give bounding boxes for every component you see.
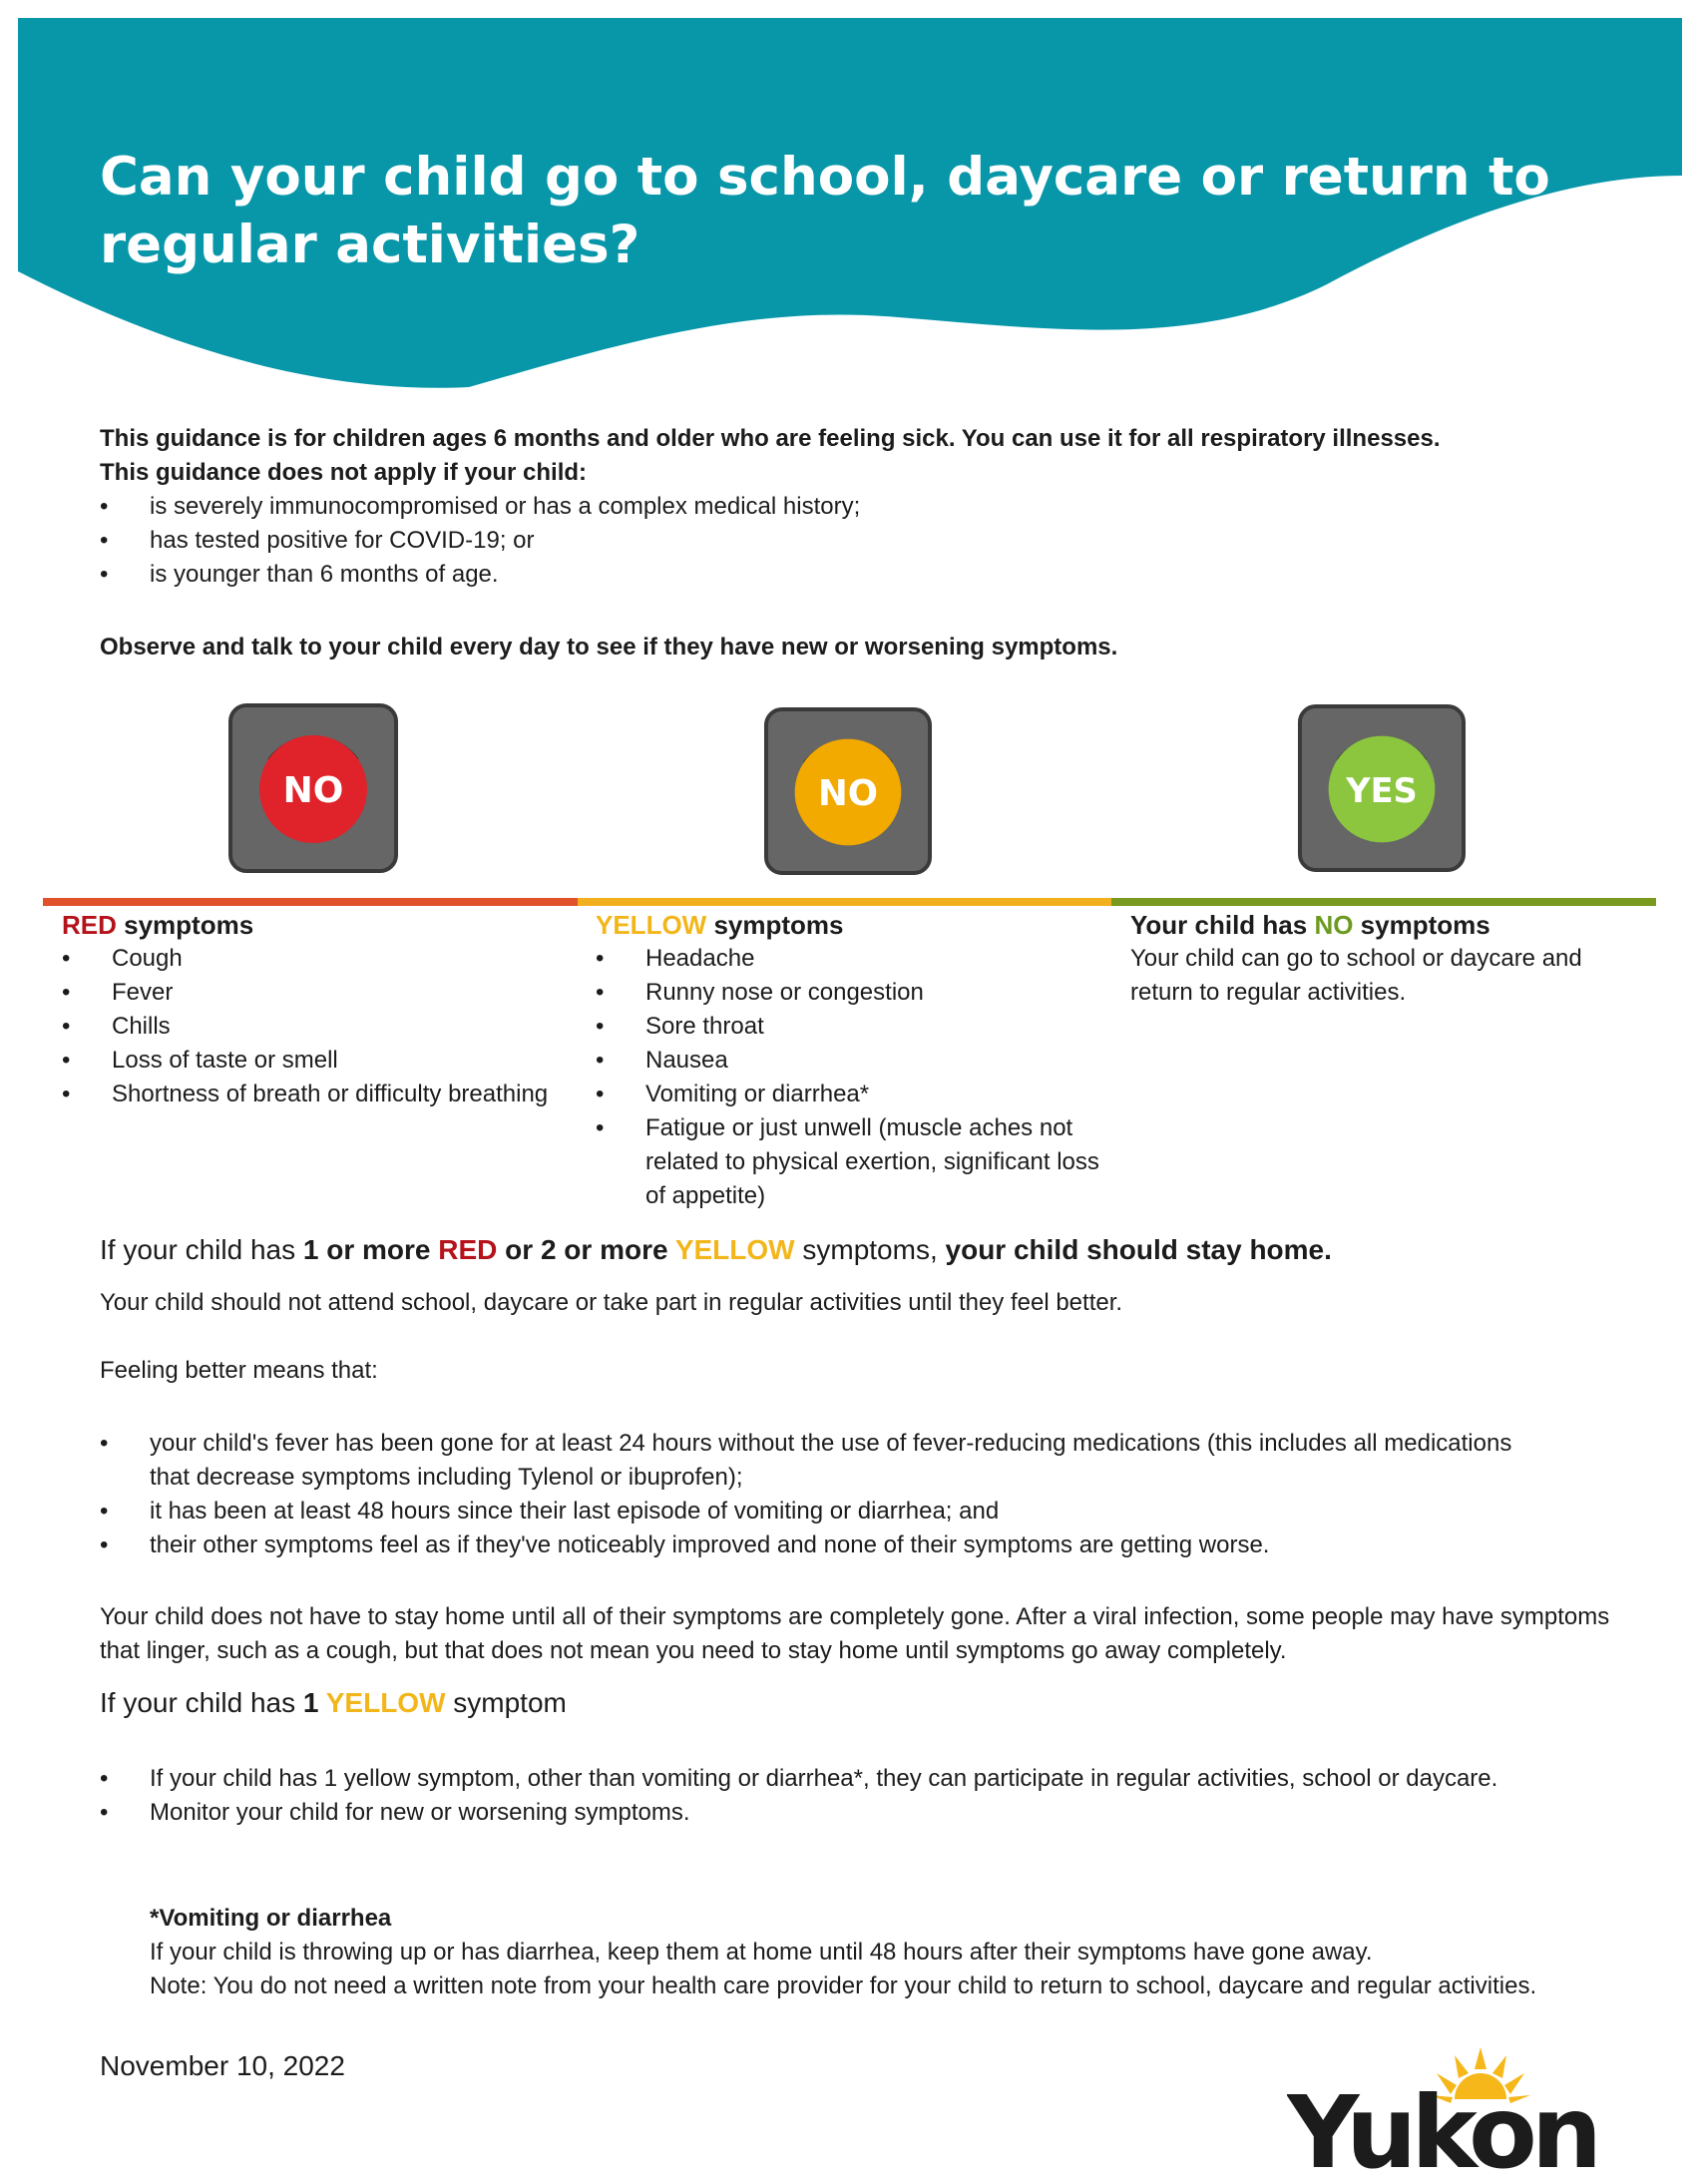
yukon-wordmark: Yukon	[1287, 2074, 1597, 2175]
red-symptoms-heading: RED symptoms	[62, 910, 254, 940]
page-title: Can your child go to school, daycare or return to regular activities?	[100, 147, 1550, 275]
list-item: • Fatigue or just unwell (muscle aches not related to physical exertion, significant loss of appetite)	[596, 1111, 1104, 1213]
footnote	[150, 1902, 1576, 2003]
feeling-better-list	[100, 1427, 1536, 1562]
list-item: • it has been at least 48 hours since their last episode of vomiting or diarrhea; and	[100, 1495, 1536, 1529]
footnote-line: If your child is throwing up or has diarrhea, keep them at home until 48 hours after their symptoms have gone away.	[150, 1939, 1373, 1966]
yellow-column-rule	[578, 898, 1111, 906]
publication-date: November 10, 2022	[100, 2050, 345, 2081]
signal-label: NO	[817, 772, 879, 814]
observe-instruction: Observe and talk to your child every day to see if they have new or worsening symptoms.	[100, 634, 1118, 660]
yukon-logo	[1287, 2045, 1616, 2175]
list-item: • Monitor your child for new or worsening symptoms.	[100, 1796, 1556, 1830]
list-item: • Fever	[62, 976, 561, 1010]
one-yellow-list	[100, 1762, 1556, 1830]
list-item: • is severely immunocompromised or has a complex medical history;	[100, 490, 1616, 524]
footnote-title: *Vomiting or diarrhea	[150, 1905, 392, 1932]
stay-home-callout: If your child has 1 or more RED or 2 or more YELLOW symptoms, your child should stay home.	[100, 1234, 1332, 1265]
stay-home-line: Your child should not attend school, daycare or take part in regular activities until they feel better.	[100, 1289, 1123, 1316]
red-no-signal-icon	[227, 702, 399, 874]
list-item: • has tested positive for COVID-19; or	[100, 524, 1616, 558]
list-item: • Loss of taste or smell	[62, 1044, 561, 1078]
list-item: • Runny nose or congestion	[596, 976, 1104, 1010]
list-item: • Nausea	[596, 1044, 1104, 1078]
list-item: • their other symptoms feel as if they've noticeably improved and none of their symptoms are getting worse.	[100, 1529, 1536, 1562]
signal-label: YES	[1346, 770, 1418, 810]
list-item: • Cough	[62, 942, 561, 976]
intro-exclusion-heading: This guidance does not apply if your child:	[100, 459, 588, 486]
linger-paragraph: Your child does not have to stay home until all of their symptoms are completely gone. After a viral infection, some people may have symptoms that linger, such as a cough, but that does not mean you need to stay home until symptoms go away completely.	[100, 1603, 1610, 1664]
yellow-symptoms-list	[596, 942, 1104, 1213]
no-symptoms-heading: Your child has NO symptoms	[1130, 910, 1490, 940]
green-column-rule	[1111, 898, 1656, 906]
list-item: • Headache	[596, 942, 1104, 976]
list-item: • is younger than 6 months of age.	[100, 558, 1616, 592]
exclusion-list	[100, 490, 1616, 592]
list-item: • Chills	[62, 1010, 561, 1044]
red-symptoms-column	[62, 908, 561, 1111]
green-yes-signal-icon	[1297, 703, 1467, 873]
footnote-note: Note: You do not need a written note from your health care provider for your child to return to school, daycare and regular activities.	[150, 1972, 1537, 1999]
no-symptoms-column	[1130, 908, 1649, 1010]
red-symptoms-list	[62, 942, 561, 1111]
list-item: • Shortness of breath or difficulty breathing	[62, 1078, 561, 1111]
list-item: • If your child has 1 yellow symptom, other than vomiting or diarrhea*, they can participate in regular activities, school or daycare.	[100, 1762, 1556, 1796]
list-item: • Vomiting or diarrhea*	[596, 1078, 1104, 1111]
no-symptoms-text: Your child can go to school or daycare and return to regular activities.	[1130, 945, 1582, 1006]
red-column-rule	[43, 898, 578, 906]
list-item: • your child's fever has been gone for at least 24 hours without the use of fever-reducing medications (this includes all medications that decrease symptoms including Tylenol or ibuprofen);	[100, 1427, 1536, 1495]
signal-label: NO	[282, 770, 344, 811]
yellow-symptoms-column	[596, 908, 1104, 1213]
yellow-symptoms-heading: YELLOW symptoms	[596, 910, 844, 940]
list-item: • Sore throat	[596, 1010, 1104, 1044]
intro-line: This guidance is for children ages 6 months and older who are feeling sick. You can use it for all respiratory illnesses.	[100, 425, 1441, 452]
intro-section	[100, 422, 1616, 592]
feeling-better-heading: Feeling better means that:	[100, 1357, 378, 1384]
one-yellow-callout: If your child has 1 YELLOW symptom	[100, 1687, 567, 1718]
yellow-no-signal-icon	[763, 706, 933, 876]
